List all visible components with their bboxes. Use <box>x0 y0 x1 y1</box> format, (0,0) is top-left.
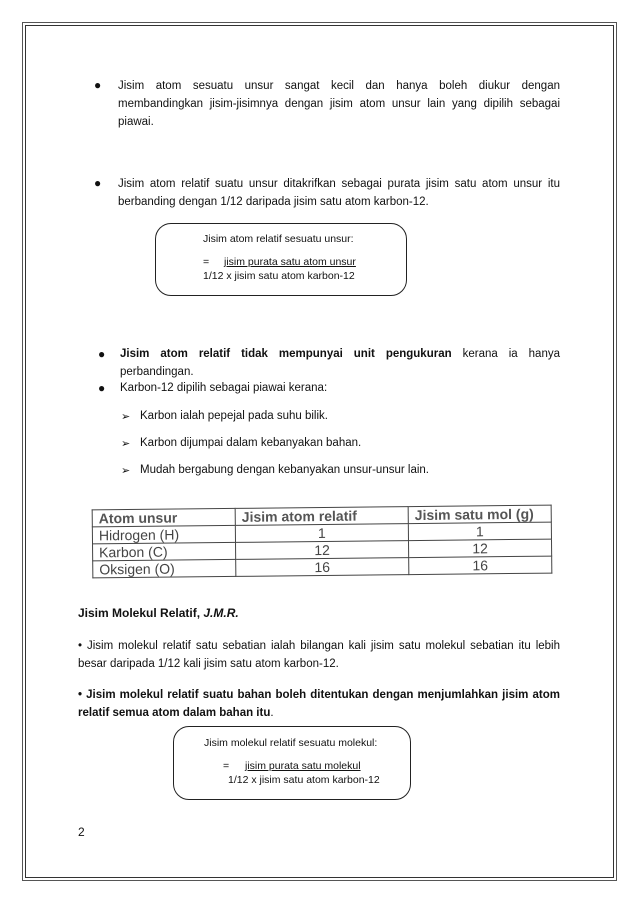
atom-mass-table <box>92 505 553 579</box>
reason-item: Karbon dijumpai dalam kebanyakan bahan. <box>140 437 362 449</box>
formula-numerator: jisim purata satu molekul <box>245 760 361 772</box>
bullet-dot: ● <box>94 78 102 92</box>
formula-numerator: jisim purata satu atom unsur <box>224 256 356 268</box>
sum-statement: • Jisim molekul relatif suatu bahan boleh ditentukan dengan menjumlahkan jisim atom relatif semua atom dalam bahan itu <box>78 689 560 719</box>
formula-box-molecular-mass <box>173 726 411 800</box>
table-cell: 16 <box>409 556 552 574</box>
table-cell: Karbon (C) <box>93 542 236 560</box>
formula-box-atomic-mass <box>155 223 407 296</box>
paragraph-carbon-standard: Karbon-12 dipilih sebagai piawai kerana: <box>120 382 328 394</box>
table-header: Atom unsur <box>92 508 235 526</box>
paragraph-molecular-mass-sum <box>78 686 560 722</box>
arrow-bullet-icon: ➢ <box>121 465 131 477</box>
reason-item: Mudah bergabung dengan kebanyakan unsur-unsur lain. <box>140 464 429 476</box>
formula-equals: = <box>203 256 210 268</box>
paragraph-no-unit <box>120 345 560 381</box>
table-cell: 12 <box>408 539 551 557</box>
table-cell: Hidrogen (H) <box>92 525 235 543</box>
table-cell: 1 <box>408 522 551 540</box>
arrow-bullet-icon: ➢ <box>121 438 131 450</box>
bullet-dot: ● <box>94 176 102 190</box>
section-heading <box>78 606 239 620</box>
statement-rest: kerana ia hanya perbandingan. <box>120 348 560 378</box>
formula-title: Jisim molekul relatif sesuatu molekul: <box>204 737 378 749</box>
paragraph-molecular-mass: • Jisim molekul relatif satu sebatian ialah bilangan kali jisim satu molekul sebatian itu lebih besar daripada 1/12 kali jisim satu atom karbon-12. <box>78 640 560 670</box>
bold-statement: Jisim atom relatif tidak mempunyai unit pengukuran <box>120 348 452 360</box>
formula-equals: = <box>223 760 230 772</box>
formula-title: Jisim atom relatif sesuatu unsur: <box>203 233 354 245</box>
arrow-bullet-icon: ➢ <box>121 411 131 423</box>
table-header: Jisim atom relatif <box>235 507 408 526</box>
table-cell: 12 <box>236 541 409 560</box>
formula-denominator: 1/12 x jisim satu atom karbon-12 <box>228 774 380 786</box>
paragraph-relative-atomic-mass-definition: Jisim atom relatif suatu unsur ditakrifkan sebagai purata jisim satu atom unsur itu berbanding dengan 1/12 daripada jisim satu atom karbon-12. <box>118 178 560 208</box>
table-cell: 1 <box>235 524 408 543</box>
table-header: Jisim satu mol (g) <box>408 505 551 523</box>
sum-statement-end: . <box>270 707 274 719</box>
heading-abbrev: J.M.R. <box>203 606 239 620</box>
table-cell: Oksigen (O) <box>93 559 236 577</box>
table-cell: 16 <box>236 558 409 577</box>
bullet-dot: ● <box>98 381 106 395</box>
heading-text: Jisim Molekul Relatif, <box>78 606 204 620</box>
page-number: 2 <box>78 825 85 839</box>
formula-denominator: 1/12 x jisim satu atom karbon-12 <box>203 270 355 282</box>
bullet-dot: ● <box>98 347 106 361</box>
reason-item: Karbon ialah pepejal pada suhu bilik. <box>140 410 328 422</box>
paragraph-atom-mass: Jisim atom sesuatu unsur sangat kecil dan hanya boleh diukur dengan membandingkan jisim-jisimnya dengan jisim atom unsur lain yang dipilih sebagai piawai. <box>118 80 560 128</box>
